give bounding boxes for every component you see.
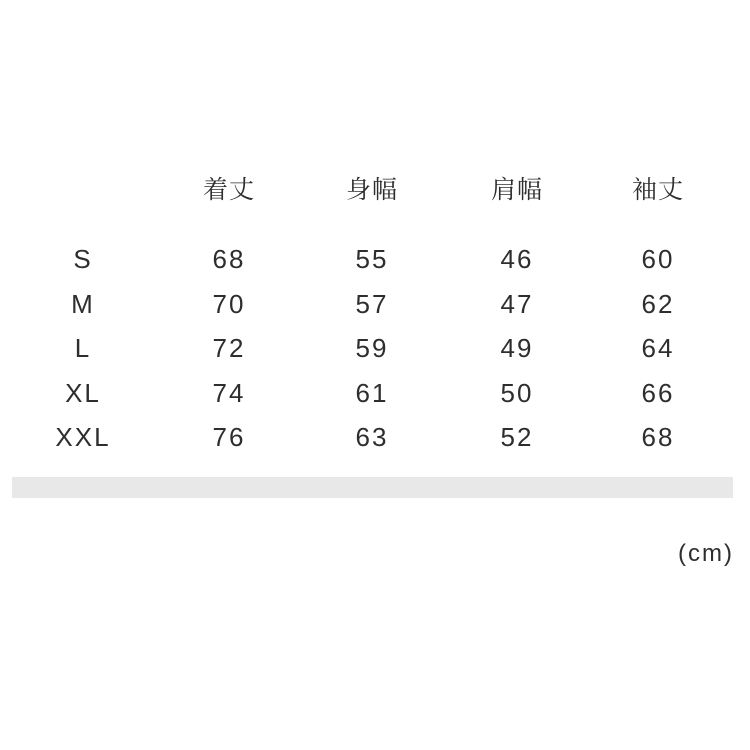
- size-cell: L: [74, 333, 92, 363]
- table-row-s: [0, 245, 734, 273]
- table-row-m: [0, 290, 734, 318]
- size-cell: M: [71, 289, 95, 319]
- size-cell: XL: [65, 378, 101, 408]
- value-cell: 57: [355, 289, 389, 319]
- header-cell-body-length: 着丈: [202, 176, 255, 204]
- value-cell: 55: [355, 244, 389, 274]
- value-cell: 76: [212, 422, 246, 452]
- value-cell: 61: [355, 378, 389, 408]
- table-row-xl: [0, 379, 734, 407]
- value-cell: 46: [500, 244, 534, 274]
- value-cell: 62: [641, 289, 675, 319]
- table-header-row: [0, 176, 734, 204]
- table-row-l: [0, 334, 734, 362]
- header-cell-shoulder-width: 肩幅: [490, 176, 543, 204]
- value-cell: 49: [500, 333, 534, 363]
- value-cell: 70: [212, 289, 246, 319]
- divider-bar: [12, 477, 733, 498]
- value-cell: 59: [355, 333, 389, 363]
- value-cell: 68: [641, 422, 675, 452]
- size-cell: S: [73, 244, 93, 274]
- table-row-xxl: [0, 423, 734, 451]
- value-cell: 63: [355, 422, 389, 452]
- value-cell: 66: [641, 378, 675, 408]
- value-cell: 72: [212, 333, 246, 363]
- header-cell-sleeve-length: 袖丈: [631, 176, 684, 204]
- value-cell: 52: [500, 422, 534, 452]
- value-cell: 64: [641, 333, 675, 363]
- header-cell-body-width: 身幅: [345, 176, 398, 204]
- value-cell: 50: [500, 378, 534, 408]
- value-cell: 68: [212, 244, 246, 274]
- value-cell: 74: [212, 378, 246, 408]
- size-cell: XXL: [55, 422, 111, 452]
- unit-label: (cm): [678, 540, 734, 567]
- value-cell: 60: [641, 244, 675, 274]
- value-cell: 47: [500, 289, 534, 319]
